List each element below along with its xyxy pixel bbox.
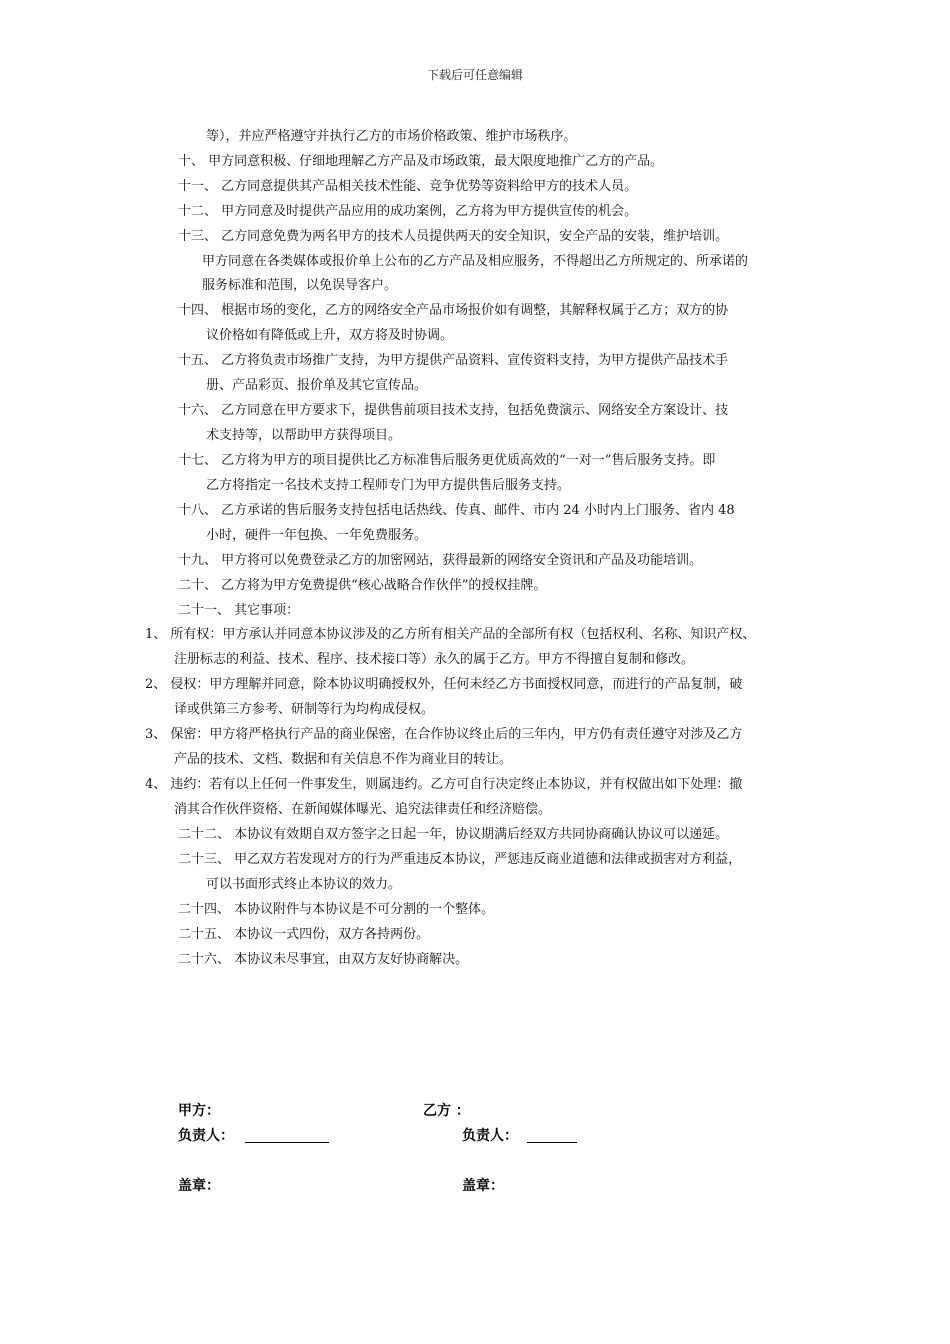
list-item: 小时，硬件一年包换、一年免费服务。: [206, 528, 428, 543]
party-a-label: 甲方：: [178, 1103, 220, 1119]
list-item: 十六、 乙方同意在甲方要求下，提供售前项目技术支持，包括免费演示、网络安全方案设计、技: [178, 403, 729, 418]
list-item: 术支持等，以帮助甲方获得项目。: [206, 428, 402, 443]
list-item: 二十五、 本协议一式四份，双方各持两份。: [178, 927, 430, 942]
page-header: 下载后可任意编辑: [426, 68, 523, 82]
seal-b-label: 盖章：: [462, 1178, 504, 1194]
list-item: 3、 保密：甲方将严格执行产品的商业保密，在合作协议终止后的三年内，甲方仍有责任遵守对涉及乙方: [145, 727, 743, 742]
list-item: 二十二、 本协议有效期自双方签字之日起一年，协议期满后经双方共同协商确认协议可以递延。: [178, 827, 729, 842]
list-item: 甲方同意在各类媒体或报价单上公布的乙方产品及相应服务，不得超出乙方所规定的、所承诺的: [202, 254, 749, 269]
list-item: 十五、 乙方将负责市场推广支持，为甲方提供产品资料、宣传资料支持，为甲方提供产品技术手: [178, 353, 729, 368]
list-item: 十八、 乙方承诺的售后服务支持包括电话热线、传真、邮件、市内 24 小时内上门服务、省内 48: [178, 503, 735, 518]
seal-a-label: 盖章：: [178, 1178, 220, 1194]
list-item: 二十四、 本协议附件与本协议是不可分割的一个整体。: [178, 902, 495, 917]
person-a-row: [178, 1125, 329, 1145]
list-item: 等），并应严格遵守并执行乙方的市场价格政策、维护市场秩序。: [206, 129, 577, 144]
list-item: 消其合作伙伴资格、在新闻媒体曝光、追究法律责任和经济赔偿。: [174, 802, 552, 817]
list-item: 二十六、 本协议未尽事宜，由双方友好协商解决。: [178, 952, 469, 967]
list-item: 4、 违约：若有以上任何一件事发生，则属违约。乙方可自行决定终止本协议，并有权做出如下处理：撤: [145, 777, 743, 792]
list-item: 1、 所有权：甲方承认并同意本协议涉及的乙方所有相关产品的全部所有权（包括权利、名称、知识产权、: [145, 627, 756, 642]
list-item: 十七、 乙方将为甲方的项目提供比乙方标准售后服务更优质高效的“一对一”售后服务支持。即: [178, 453, 716, 468]
list-item: 十二、 甲方同意及时提供产品应用的成功案例，乙方将为甲方提供宣传的机会。: [178, 204, 638, 219]
person-a-blank[interactable]: [245, 1128, 329, 1143]
list-item: 译或供第三方参考、研制等行为均构成侵权。: [174, 702, 435, 717]
list-item: 产品的技术、文档、数据和有关信息不作为商业目的转让。: [174, 752, 513, 767]
list-item: 十、 甲方同意积极、仔细地理解乙方产品及市场政策，最大限度地推广乙方的产品。: [178, 154, 664, 169]
person-b-blank[interactable]: [527, 1128, 577, 1143]
list-item: 二十、 乙方将为甲方免费提供“核心战略合作伙伴”的授权挂牌。: [178, 578, 547, 593]
person-b-row: [462, 1125, 577, 1145]
list-item: 可以书面形式终止本协议的效力。: [206, 877, 402, 892]
person-b-label: 负责人：: [462, 1128, 518, 1144]
party-b-label: 乙方 ：: [423, 1103, 470, 1119]
person-a-label: 负责人：: [178, 1128, 234, 1144]
list-item: 2、 侵权：甲方理解并同意，除本协议明确授权外，任何未经乙方书面授权同意，而进行的产品复制，破: [145, 677, 743, 692]
list-item: 十四、 根据市场的变化，乙方的网络安全产品市场报价如有调整，其解释权属于乙方；双方的协: [178, 303, 729, 318]
list-item: 乙方将指定一名技术支持工程师专门为甲方提供售后服务支持。: [206, 478, 571, 493]
list-item: 二十三、 甲乙双方若发现对方的行为严重违反本协议，严惩违反商业道德和法律或损害对方利益，: [178, 852, 742, 867]
list-item: 十九、 甲方将可以免费登录乙方的加密网站，获得最新的网络安全资讯和产品及功能培训。: [178, 553, 703, 568]
list-item: 服务标准和范围，以免误导客户。: [202, 278, 398, 293]
list-item: 十一、 乙方同意提供其产品相关技术性能、竞争优势等资料给甲方的技术人员。: [178, 179, 638, 194]
list-item: 议价格如有降低或上升，双方将及时协调。: [206, 328, 454, 343]
list-item: 册、产品彩页、报价单及其它宣传品。: [206, 378, 428, 393]
list-item: 十三、 乙方同意免费为两名甲方的技术人员提供两天的安全知识，安全产品的安装，维护培训。: [178, 229, 729, 244]
list-item: 二十一、 其它事项：: [178, 603, 300, 618]
list-item: 注册标志的利益、技术、程序、技术接口等）永久的属于乙方。甲方不得擅自复制和修改。: [174, 652, 695, 667]
